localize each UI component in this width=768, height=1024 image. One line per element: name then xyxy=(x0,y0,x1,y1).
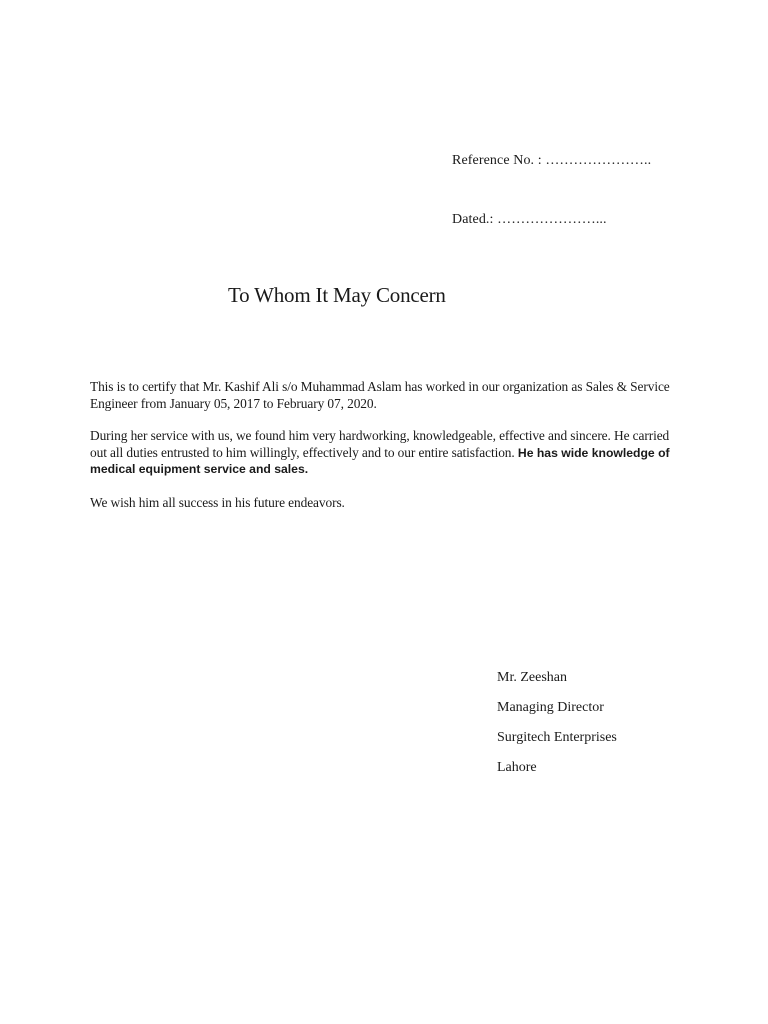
date-field: Dated.: …………………... xyxy=(452,212,607,227)
page-title: To Whom It May Concern xyxy=(228,283,446,307)
signatory-name: Mr. Zeeshan xyxy=(497,670,567,685)
knowledge-statement: He has wide knowledge of medical equipment service and sales. xyxy=(90,445,670,476)
service-paragraph-text: During her service with us, we found him very hardworking, knowledgeable, effective and sincere. He carried out all duties entrusted to him willingly, effectively and to our entire satisfaction. xyxy=(90,428,670,460)
signature-block xyxy=(497,670,617,790)
certification-paragraph: This is to certify that Mr. Kashif Ali s/o Muhammad Aslam has worked in our organization as Sales & Service Engineer from January 05, 2017 to February 07, 2020. xyxy=(90,379,670,411)
company-name: Surgitech Enterprises xyxy=(497,730,617,745)
reference-number: Reference No. : ………………….. xyxy=(452,153,652,168)
signatory-title: Managing Director xyxy=(497,700,604,715)
closing-paragraph: We wish him all success in his future endeavors. xyxy=(90,495,345,510)
service-paragraph xyxy=(90,428,670,478)
company-city: Lahore xyxy=(497,760,537,775)
